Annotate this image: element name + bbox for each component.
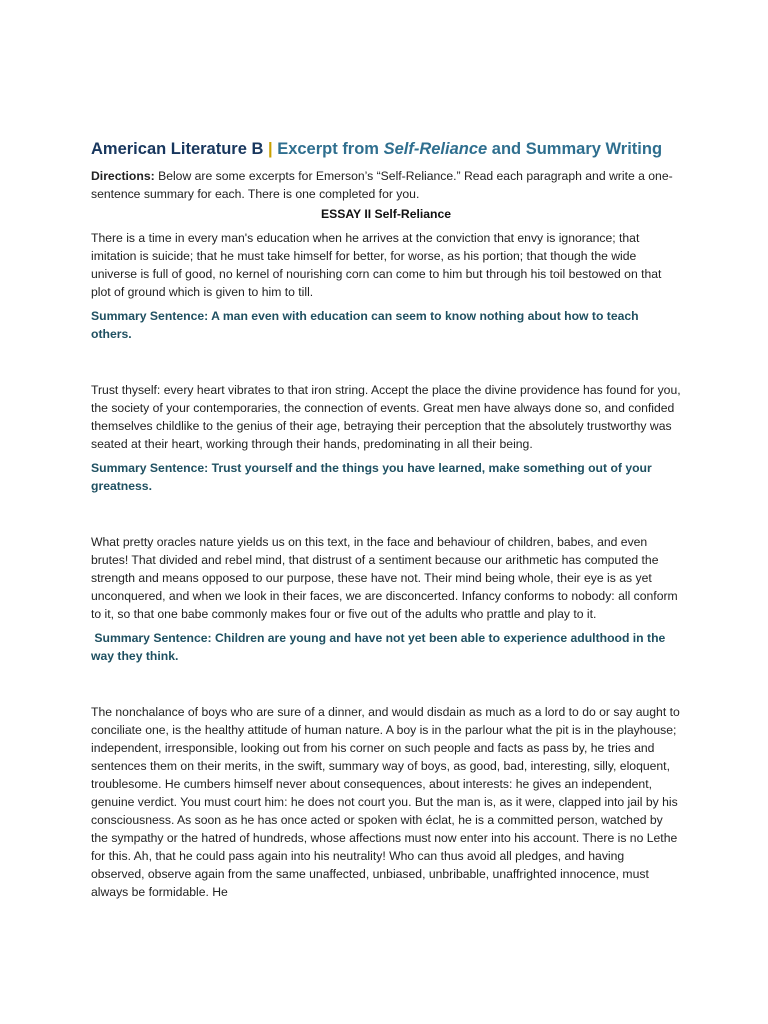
directions-label: Directions: xyxy=(91,169,155,183)
subtitle-work: Self-Reliance xyxy=(383,140,488,158)
page-title xyxy=(91,138,681,160)
subtitle-suffix: and Summary Writing xyxy=(491,140,663,158)
paragraph-3: What pretty oracles nature yields us on this text, in the face and behaviour of children, babes, and even brutes! That divided and rebel mind, that distrust of a sentiment because our arithmetic has computed the strength and means opposed to our purpose, these have not. Their mind being whole, their eye is as yet unconquered, and when we look in their faces, we are disconcerted. Infancy conforms to nobody: all conform to it, so that one babe commonly makes four or five out of the adults who prattle and play to it. xyxy=(91,535,678,621)
course-title: American Literature B xyxy=(91,140,264,158)
paragraph-1: There is a time in every man's education when he arrives at the conviction that envy is ignorance; that imitation is suicide; that he must take himself for better, for worse, as his portion; that though the wide universe is full of good, no kernel of nourishing corn can come to him but through his toil bestowed on that plot of ground which is given to him to till. xyxy=(91,231,662,299)
essay-heading: ESSAY II Self-Reliance xyxy=(320,207,452,221)
directions xyxy=(91,167,681,203)
directions-text: Below are some excerpts for Emerson’s “Self-Reliance.” Read each paragraph and write a one-sentence summary for each. There is one completed for you. xyxy=(91,169,673,201)
summary-sentence-2: Summary Sentence: Trust yourself and the things you have learned, make something out of your greatness. xyxy=(91,461,652,493)
document-content xyxy=(91,138,681,901)
paragraph-2: Trust thyself: every heart vibrates to that iron string. Accept the place the divine providence has found for you, the society of your contemporaries, the connection of events. Great men have always done so, and confided themselves childlike to the genius of their age, betraying their perception that the absolutely trustworthy was seated at their heart, working through their hands, predominating in all their being. xyxy=(91,383,681,451)
spacer xyxy=(91,495,681,533)
spacer xyxy=(91,665,681,703)
summary-sentence-3: Summary Sentence: Children are young and have not yet been able to experience adulthood in the way they think. xyxy=(91,631,669,663)
spacer xyxy=(91,343,681,381)
subtitle-prefix: Excerpt from xyxy=(277,140,379,158)
title-separator: | xyxy=(267,140,273,158)
summary-sentence-1: Summary Sentence: A man even with education can seem to know nothing about how to teach others. xyxy=(91,309,639,341)
paragraph-4: The nonchalance of boys who are sure of a dinner, and would disdain as much as a lord to do or say aught to conciliate one, is the healthy attitude of human nature. A boy is in the parlour what the pit is in the playhouse; independent, irresponsible, looking out from his corner on such people and facts as pass by, he tries and sentences them on their merits, in the swift, summary way of boys, as good, bad, interesting, silly, eloquent, troublesome. He cumbers himself never about consequences, about interests: he gives an independent, genuine verdict. You must court him: he does not court you. But the man is, as it were, clapped into jail by his consciousness. As soon as he has once acted or spoken with éclat, he is a committed person, watched by the sympathy or the hatred of hundreds, whose affections must now enter into his account. There is no Lethe for this. Ah, that he could pass again into his neutrality! Who can thus avoid all pledges, and having observed, observe again from the same unaffected, unbiased, unbribable, unaffrighted innocence, must always be formidable. He xyxy=(91,705,680,899)
